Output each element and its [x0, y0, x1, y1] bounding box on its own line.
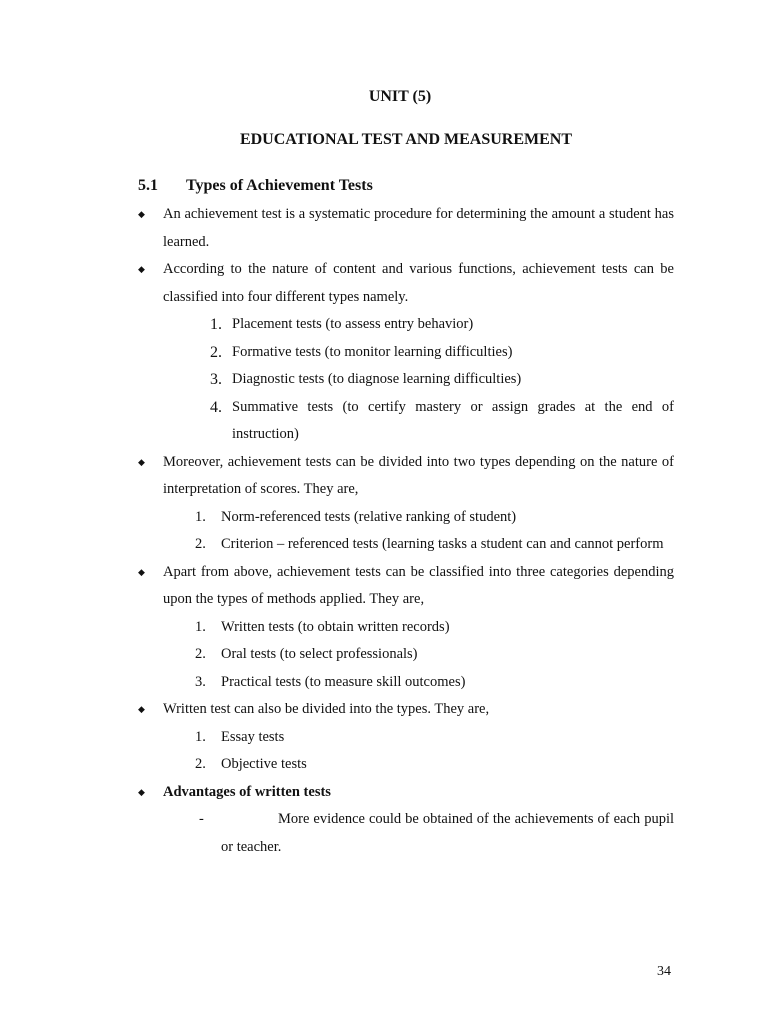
- diamond-bullet-icon: ◆: [138, 209, 145, 219]
- content: [138, 201, 674, 861]
- list-number: 1.: [195, 728, 206, 745]
- bullet-text: According to the nature of content and various functions, achievement tests can be classified into four different types namely.: [163, 261, 674, 305]
- diamond-bullet-icon: ◆: [138, 786, 145, 797]
- bullet-text: Written test can also be divided into the types. They are,: [163, 701, 490, 717]
- bullet-text: Apart from above, achievement tests can be classified into three categories depending upon the types of methods applied. They are,: [163, 563, 674, 607]
- list-number: 2.: [195, 646, 206, 662]
- list-number: 2.: [195, 536, 206, 552]
- list-number: 2.: [195, 756, 206, 772]
- list-text: Oral tests (to select professionals): [221, 646, 418, 662]
- bullet-item: [138, 559, 674, 614]
- list-item: [138, 751, 674, 779]
- list-item: [138, 311, 674, 339]
- advantage-item: [138, 806, 674, 861]
- list-number: 3.: [210, 371, 222, 388]
- list-text: Essay tests: [221, 728, 285, 745]
- list-number: 3.: [195, 673, 206, 690]
- diamond-bullet-icon: ◆: [138, 704, 145, 714]
- list-number: 1.: [195, 618, 206, 635]
- section-heading: [138, 177, 373, 195]
- bullet-item: [138, 449, 674, 504]
- diamond-bullet-icon: ◆: [138, 566, 145, 577]
- diamond-bullet-icon: ◆: [138, 456, 145, 467]
- bullet-text: Moreover, achievement tests can be divided into two types depending on the nature of interpretation of scores. They are,: [163, 453, 674, 497]
- list-number: 1.: [195, 508, 206, 525]
- list-number: 4.: [210, 398, 222, 416]
- section-title: Types of Achievement Tests: [186, 177, 373, 194]
- list-text: Formative tests (to monitor learning difficulties): [232, 343, 513, 360]
- list-text: Written tests (to obtain written records): [221, 618, 450, 635]
- list-item: [138, 641, 674, 669]
- list-text: Criterion – referenced tests (learning tasks a student can and cannot perform: [221, 536, 664, 552]
- advantages-heading: Advantages of written tests: [163, 783, 331, 800]
- methods-list: [138, 614, 674, 697]
- bullet-item: [138, 696, 674, 724]
- list-item: [138, 531, 674, 559]
- list-number: 2.: [210, 343, 222, 361]
- list-text: Objective tests: [221, 756, 307, 772]
- list-text: Placement tests (to assess entry behavior): [232, 316, 474, 332]
- list-text: Diagnostic tests (to diagnose learning difficulties): [232, 371, 522, 387]
- unit-title: UNIT (5): [368, 88, 432, 105]
- list-number: 1.: [210, 316, 222, 333]
- advantage-text: More evidence could be obtained of the achievements of each pupil or teacher.: [221, 811, 674, 855]
- list-text: Summative tests (to certify mastery or assign grades at the end of instruction): [232, 398, 674, 442]
- list-text: Norm-referenced tests (relative ranking of student): [221, 508, 517, 525]
- list-text: Practical tests (to measure skill outcomes): [221, 673, 466, 690]
- document-title: EDUCATIONAL TEST AND MEASUREMENT: [239, 131, 573, 148]
- page-number: 34: [657, 964, 671, 979]
- list-item: [138, 614, 674, 642]
- list-item: [138, 339, 674, 367]
- diamond-bullet-icon: ◆: [138, 264, 145, 274]
- list-item: [138, 366, 674, 394]
- bullet-text: An achievement test is a systematic procedure for determining the amount a student has learned.: [163, 206, 674, 250]
- bullet-item: [138, 201, 674, 256]
- list-item: [138, 669, 674, 697]
- test-types-list: [138, 311, 674, 449]
- list-item: [138, 504, 674, 532]
- written-tests-list: [138, 724, 674, 779]
- section-number: 5.1: [138, 177, 158, 194]
- bullet-item: [138, 256, 674, 311]
- list-item: [138, 394, 674, 449]
- interpretation-list: [138, 504, 674, 559]
- list-item: [138, 724, 674, 752]
- bullet-item: [138, 779, 674, 807]
- dash-marker: -: [199, 811, 204, 827]
